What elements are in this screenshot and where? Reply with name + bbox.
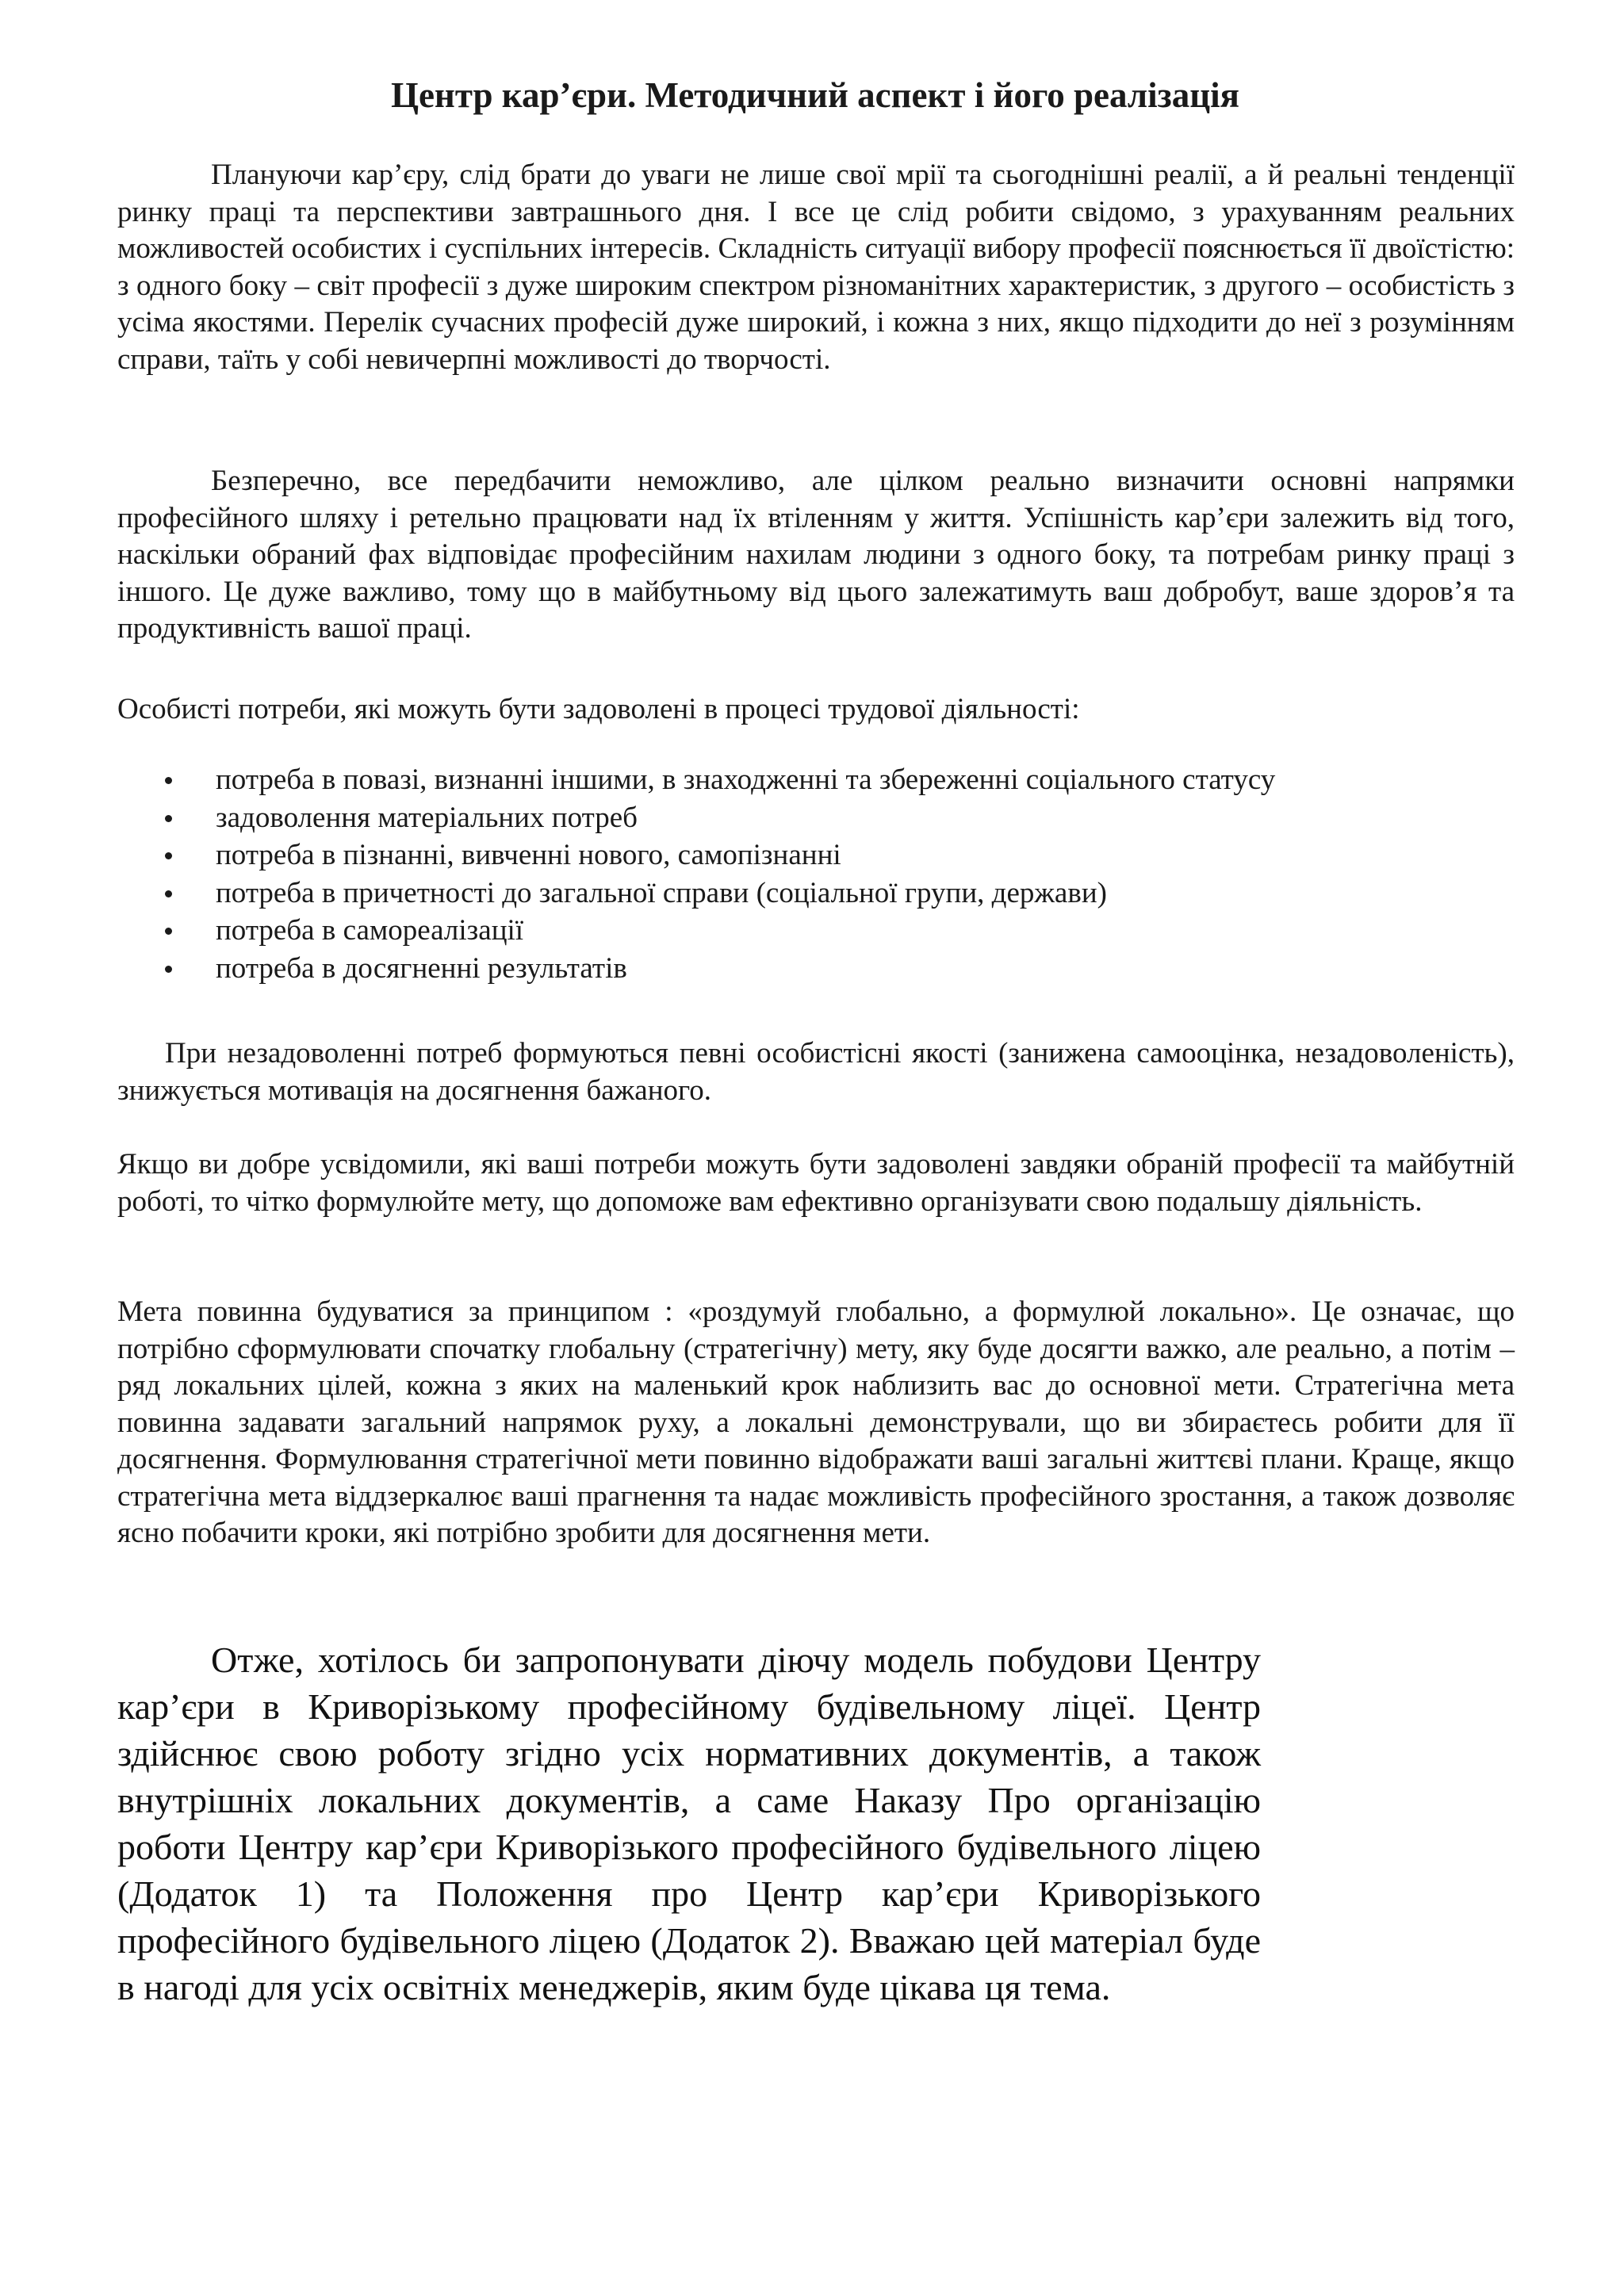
needs-list — [117, 761, 1515, 987]
bullet-icon — [165, 815, 172, 822]
bullet-icon — [165, 890, 172, 897]
page-title: Центр кар’єри. Методичний аспект і його реалізація — [390, 75, 1240, 115]
dissatisfaction-paragraph: При незадоволенні потреб формуються певні особистісні якості (занижена самооцінка, незадоволеність), знижується мотивація на досягнення бажаного. — [117, 1037, 1515, 1107]
strategy-paragraph: Мета повинна будуватися за принципом : «роздумуй глобально, а формулюй локально». Це означає, що потрібно сформулювати спочатку глобальну (стратегічну) мету, яку буде досягти важко, але реально, а потім – ряд локальних цілей, кожна з яких на маленький крок наблизить вас до основної мети. Стратегічна мета повинна задавати загальний напрямок руху, а локальні демонстрували, що ви збираєтесь робити для її досягнення. Формулювання стратегічної мети повинно відображати ваші загальні життєві плани. Краще, якщо стратегічна мета віддзеркалює ваші прагнення та надає можливість професійного зростання, а також дозволяє ясно побачити кроки, які потрібно зробити для досягнення мети. — [117, 1295, 1515, 1549]
intro-paragraph: Плануючи кар’єру, слід брати до уваги не лише свої мрії та сьогоднішні реалії, а й реальні тенденції ринку праці та перспективи завтрашнього дня. І все це слід робити свідомо, з урахуванням реальних можливостей особистих і суспільних інтересів. Складність ситуації вибору професії пояснюється її двоїстістю: з одного боку – світ професії з дуже широким спектром різноманітних характеристик, з другого – особистість з усіма якостями. Перелік сучасних професій дуже широкий, і кожна з них, якщо підходити до неї з розумінням справи, таїть у собі невичерпні можливості до творчості. — [117, 159, 1515, 376]
bullet-icon — [165, 966, 172, 973]
list-item: потреба в самореалізації — [117, 912, 1515, 950]
bullet-icon — [165, 852, 172, 859]
list-item: потреба в досягненні результатів — [117, 950, 1515, 988]
career-paragraph: Безперечно, все передбачити неможливо, але цілком реально визначити основні напрямки професійного шляху і ретельно працювати над їх втіленням у життя. Успішність кар’єри залежить від того, наскільки обраний фах відповідає професійним нахилам людини з одного боку, та потребам ринку праці з іншого. Це дуже важливо, тому що в майбутньому від цього залежатимуть ваш добробут, ваше здоров’я та продуктивність вашої праці. — [117, 465, 1515, 645]
list-item: задоволення матеріальних потреб — [117, 799, 1515, 837]
needs-intro-paragraph: Особисті потреби, які можуть бути задоволені в процесі трудової діяльності: — [117, 693, 1080, 725]
bullet-icon — [165, 777, 172, 784]
list-item: потреба в причетності до загальної справи (соціальної групи, держави) — [117, 874, 1515, 913]
list-item: потреба в повазі, визнанні іншими, в знаходженні та збереженні соціального статусу — [117, 761, 1515, 799]
goal-setting-paragraph: Якщо ви добре усвідомили, які ваші потреби можуть бути задоволені завдяки обраній професії та майбутній роботі, то чітко формулюйте мету, що допоможе вам ефективно організувати свою подальшу діяльність. — [117, 1148, 1515, 1218]
list-item: потреба в пізнанні, вивченні нового, самопізнанні — [117, 836, 1515, 874]
bullet-icon — [165, 928, 172, 935]
conclusion-paragraph: Отже, хотілось би запропонувати діючу модель побудови Центру кар’єри в Криворізькому професійному будівельному ліцеї. Центр здійснює свою роботу згідно усіх нормативних документів, а також внутрішніх локальних документів, а саме Наказу Про організацію роботи Центру кар’єри Криворізького професійного будівельного ліцею (Додаток 1) та Положення про Центр кар’єри Криворізького професійного будівельного ліцею (Додаток 2). Вважаю цей матеріал буде в нагоді для усіх освітніх менеджерів, яким буде цікава ця тема. — [117, 1640, 1261, 2007]
